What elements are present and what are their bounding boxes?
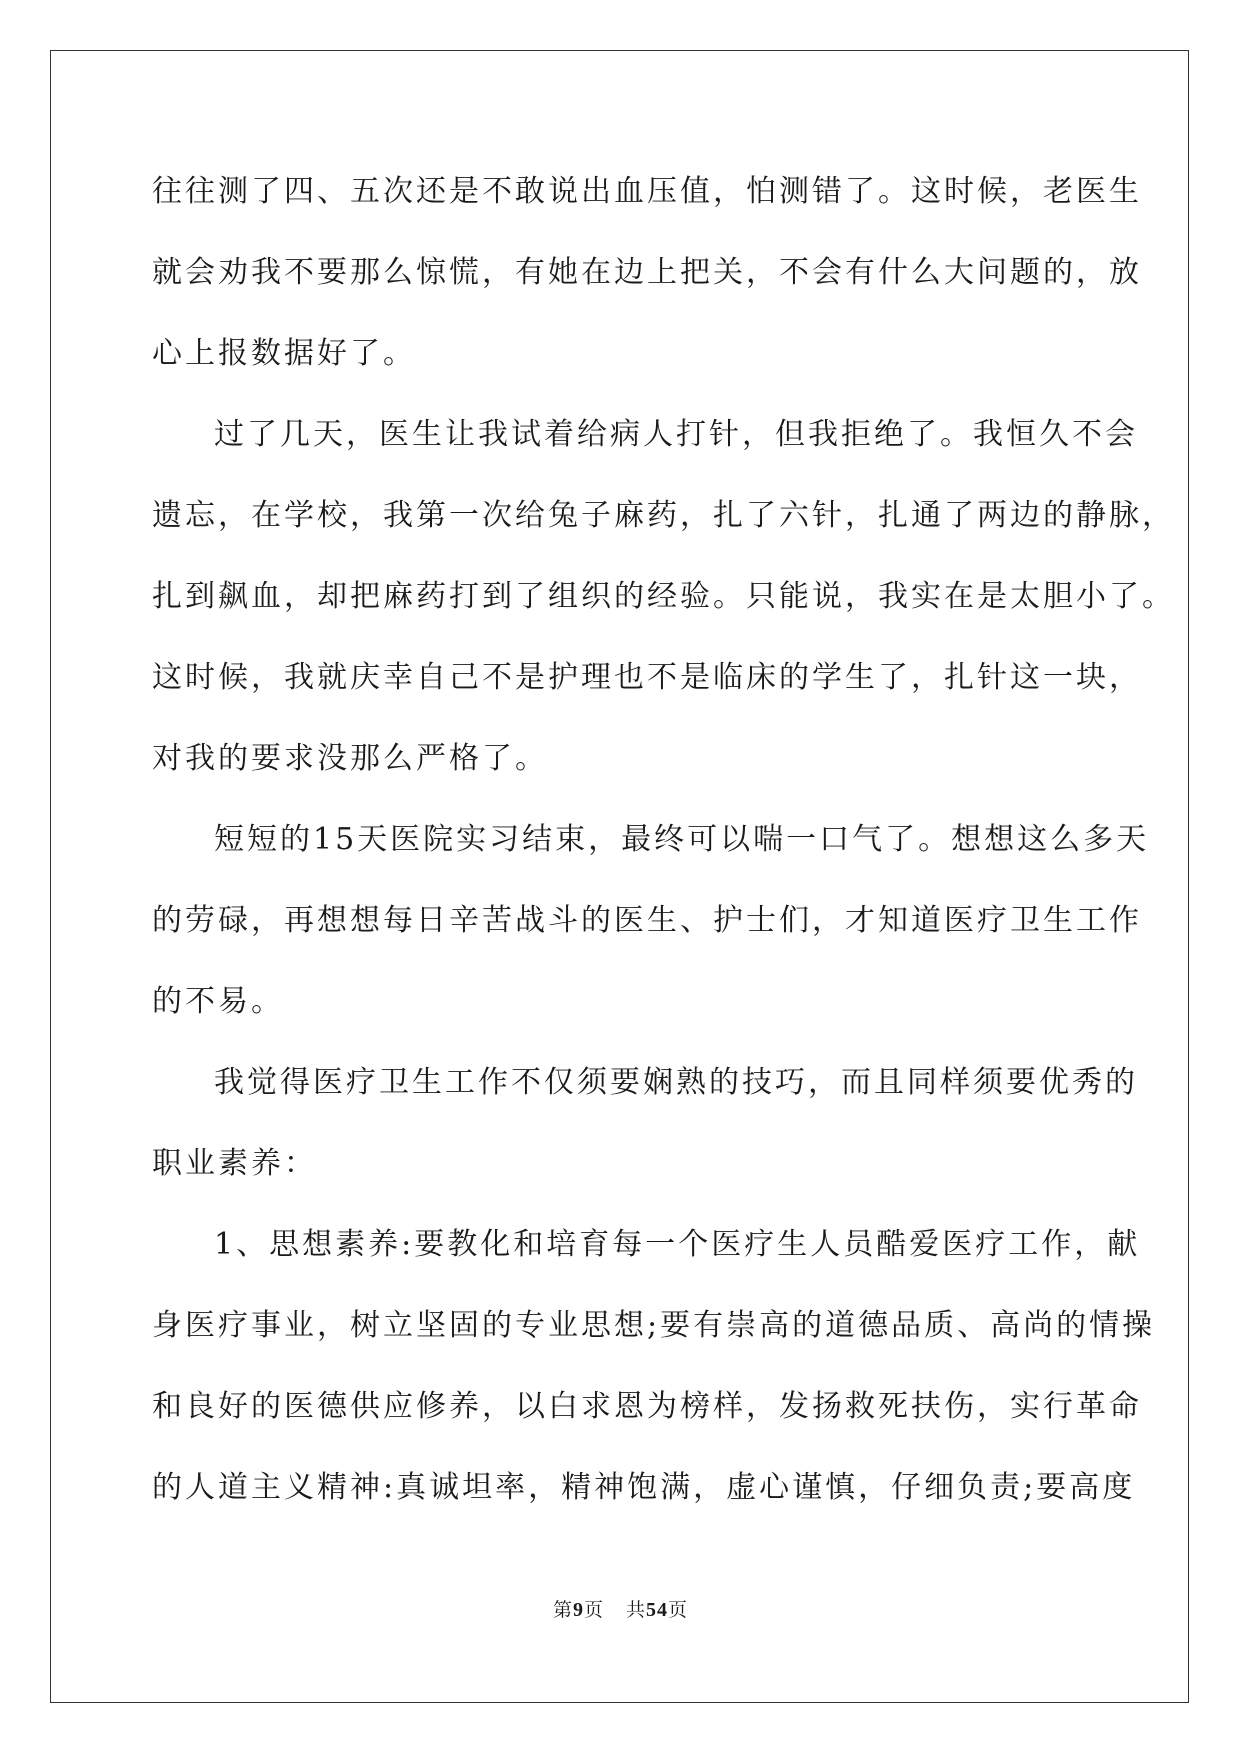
footer-total-prefix: 共 [626, 1599, 647, 1621]
footer-page-suffix: 页 [583, 1599, 604, 1621]
text-line-11: 的不易。 [152, 984, 284, 1019]
text-line-10: 的劳碌，再想想每日辛苦战斗的医生、护士们，才知道医疗卫生工作 [152, 903, 1142, 938]
footer-page-number: 9 [572, 1599, 584, 1621]
footer-prefix: 第 [552, 1599, 573, 1621]
text-line-6: 扎到飙血，却把麻药打到了组织的经验。只能说，我实在是太胆小了。 [152, 579, 1175, 614]
text-line-8: 对我的要求没那么严格了。 [152, 741, 548, 776]
text-line-5: 遗忘，在学校，我第一次给兔子麻药，扎了六针，扎通了两边的静脉， [152, 498, 1175, 533]
text-line-15: 身医疗事业，树立坚固的专业思想;要有崇高的道德品质、高尚的情操 [152, 1308, 1156, 1343]
text-line-13: 职业素养： [152, 1146, 317, 1181]
text-line-14: 1、思想素养:要教化和培育每一个医疗生人员酷爱医疗工作，献 [214, 1227, 1141, 1262]
text-line-4: 过了几天，医生让我试着给病人打针，但我拒绝了。我恒久不会 [214, 417, 1138, 452]
text-line-2: 就会劝我不要那么惊慌，有她在边上把关，不会有什么大问题的，放 [152, 255, 1142, 290]
text-line-9: 短短的15天医院实习结束，最终可以喘一口气了。想想这么多天 [214, 822, 1150, 857]
text-line-1: 往往测了四、五次还是不敢说出血压值，怕测错了。这时候，老医生 [152, 174, 1142, 209]
footer-total-suffix: 页 [668, 1599, 689, 1621]
footer-total-pages: 54 [646, 1599, 669, 1621]
page-footer [0, 1595, 1241, 1625]
text-line-3: 心上报数据好了。 [152, 336, 416, 371]
page-border [50, 50, 1189, 1703]
text-line-7: 这时候，我就庆幸自己不是护理也不是临床的学生了，扎针这一块， [152, 660, 1142, 695]
text-line-12: 我觉得医疗卫生工作不仅须要娴熟的技巧，而且同样须要优秀的 [214, 1065, 1138, 1100]
text-line-17: 的人道主义精神:真诚坦率，精神饱满，虚心谨慎，仔细负责;要高度 [152, 1470, 1136, 1505]
text-line-16: 和良好的医德供应修养，以白求恩为榜样，发扬救死扶伤，实行革命 [152, 1389, 1142, 1424]
